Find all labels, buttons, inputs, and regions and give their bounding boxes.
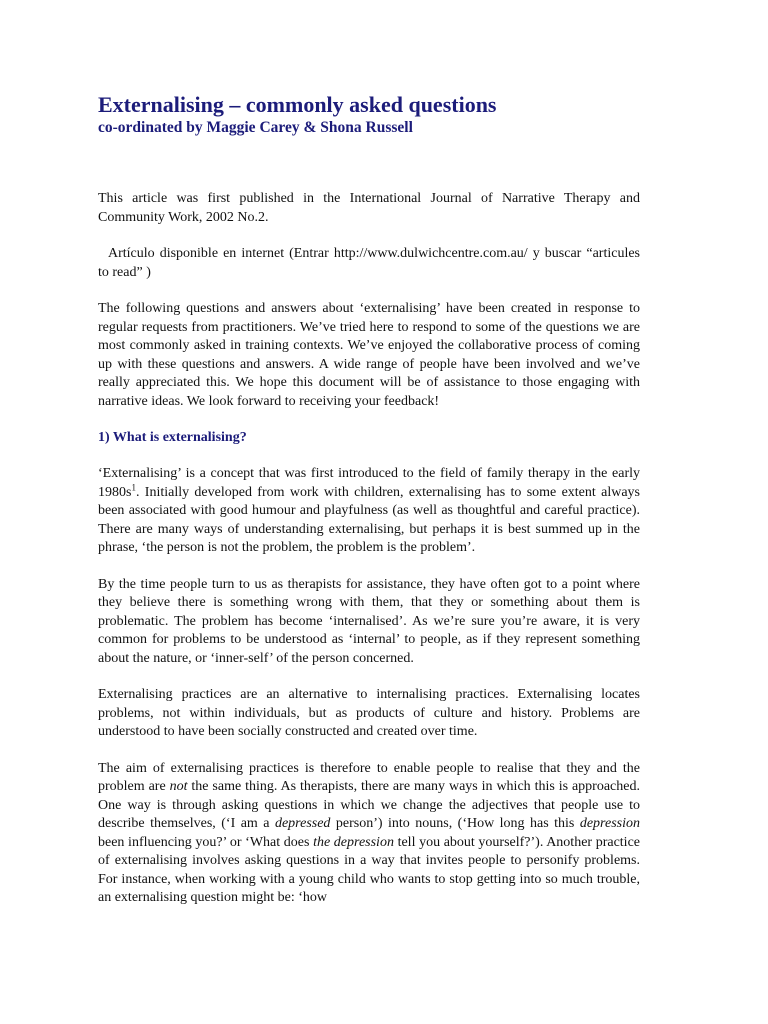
paragraph-2: By the time people turn to us as therapists for assistance, they have often got to a point where they believe there is something wrong with them, that they or something about them is problematic. The problem has become ‘internalised’. As we’re sure you’re aware, it is very common for problems to be understood as ‘internal’ to people, as if they represent something about the nature, or ‘inner-self’ of the person concerned.: [98, 576, 640, 666]
paragraph-4-text-c: person’) into nouns, (‘How long has this: [330, 816, 580, 831]
paragraph-4-emphasis-3: depression: [579, 816, 640, 831]
document-title: Externalising – commonly asked questions: [98, 92, 497, 117]
paragraph-4-emphasis-1: not: [169, 779, 188, 794]
section-heading: 1) What is externalising?: [98, 430, 247, 445]
document-subtitle: co-ordinated by Maggie Carey & Shona Russell: [98, 119, 413, 136]
paragraph-3: Externalising practices are an alternative to internalising practices. Externalising locates problems, not within individuals, but as products of culture and history. Problems are understood to have been socially constructed and created over time.: [98, 687, 640, 739]
publication-note: This article was first published in the International Journal of Narrative Therapy and Community Work, 2002 No.2.: [98, 191, 640, 225]
paragraph-1-text-a: ‘Externalising’ is a concept that was first introduced to the field of family therapy in the early 1980s: [98, 466, 640, 500]
paragraph-4-emphasis-2: depressed: [274, 816, 331, 831]
paragraph-4-text-b: the same thing. As therapists, there are many ways in which this is approached. One way is through asking questions in which we change the adjectives that people use to describe themselves, (‘I am a: [98, 779, 640, 831]
intro-paragraph: The following questions and answers about ‘externalising’ have been created in response to regular requests from practitioners. We’ve tried here to respond to some of the questions we are most commonly asked in training contexts. We’ve enjoyed the collaborative process of coming up with these questions and answers. A wide range of people have been involved and we’ve really appreciated this. We hope this document will be of assistance to those engaging with narrative ideas. We look forward to receiving your feedback!: [98, 301, 640, 409]
paragraph-4: [98, 760, 640, 908]
paragraph-4-text-e: tell you about yourself?’). Another practice of externalising involves asking questions in a way that invites people to personify problems. For instance, when working with a young child who wants to stop getting into so much trouble, an externalising question might be: ‘how: [98, 834, 640, 905]
paragraph-4-text-a: The aim of externalising practices is therefore to enable people to realise that they and the problem are: [98, 760, 640, 794]
paragraph-1-text-b: . Initially developed from work with children, externalising has to some extent always been associated with good humour and playfulness (as well as thoughtful and careful practice). There are many ways of understanding externalising, but perhaps it is best summed up in the phrase, ‘the person is not the problem, the problem is the problem’.: [98, 484, 640, 555]
footnote-marker: 1: [131, 481, 136, 492]
paragraph-1: [98, 465, 640, 558]
availability-note: Artículo disponible en internet (Entrar http://www.dulwichcentre.com.au/ y buscar “articules to read” ): [98, 246, 640, 280]
paragraph-4-emphasis-4: the depression: [313, 834, 394, 850]
paragraph-4-text-d: been influencing you?’ or ‘What does: [98, 834, 314, 850]
document-page: [98, 92, 640, 908]
